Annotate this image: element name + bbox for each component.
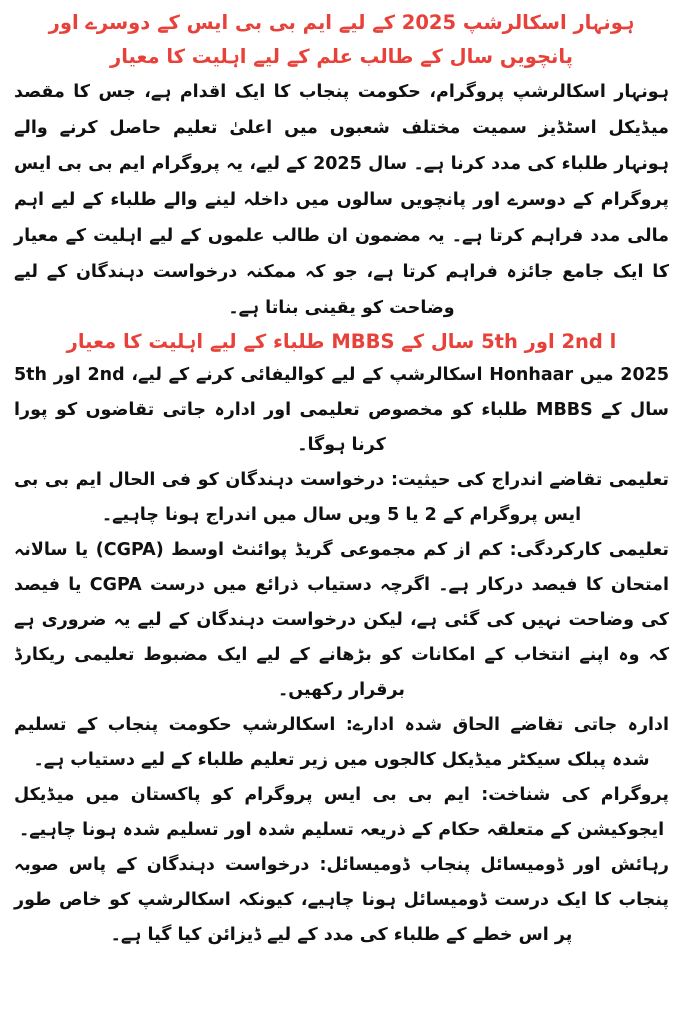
criterion-institution (14, 708, 669, 778)
criterion-label: ادارہ جاتی تقاضے الحاق شدہ ادارے: (345, 715, 669, 735)
criterion-domicile (14, 848, 669, 953)
intro-paragraph: ہونہار اسکالرشپ پروگرام، حکومت پنجاب کا ایک اقدام ہے، جس کا مقصد میڈیکل اسٹڈیز سمیت مختلف شعبوں میں اعلیٰ تعلیم حاصل کرنے والے ہونہار طلباء کی مدد کرنا ہے۔ سال 2025 کے لیے، یہ پروگرام ایم بی بی ایس پروگرام کے دوسرے اور پانچویں سالوں میں داخلہ لینے والے طلباء کے لیے اہم مالی مدد فراہم کرتا ہے۔ یہ مضمون ان طالب علموں کے لیے اہلیت کے معیار کا ایک جامع جائزہ فراہم کرتا ہے، جو کہ ممکنہ درخواست دہندگان کے لیے وضاحت کو یقینی بناتا ہے۔ (14, 82, 669, 318)
criterion-text: درخواست دہندگان کے پاس صوبہ پنجاب کا ایک درست ڈومیسائل ہونا چاہیے، کیونکہ اسکالرشپ کو خاص طور پر اس خطے کے طلباء کی مدد کے لیے ڈیزائن کیا گیا ہے۔ (14, 855, 669, 945)
criterion-academic-performance (14, 533, 669, 708)
lead-paragraph: 2025 میں Honhaar اسکالرشپ کے لیے کوالیفائی کرنے کے لیے، 2nd اور 5th سال کے MBBS طلباء کو مخصوص تعلیمی اور ادارہ جاتی تقاضوں کو پورا کرنا ہوگا۔ (14, 365, 670, 455)
criterion-text: کم از کم مجموعی گریڈ پوائنٹ اوسط (CGPA) یا سالانہ امتحان کا فیصد درکار ہے۔ اگرچہ دستیاب ذرائع میں درست CGPA یا فیصد کی وضاحت نہیں کی گئی ہے، لیکن درخواست دہندگان کے لیے یہ ضروری ہے کہ وہ اپنے انتخاب کے امکانات کو بڑھانے کے لیے ایک مضبوط تعلیمی ریکارڈ برقرار رکھیں۔ (14, 540, 669, 700)
criterion-label: پروگرام کی شناخت: (481, 785, 669, 805)
criterion-label: رہائش اور ڈومیسائل پنجاب ڈومیسائل: (319, 855, 669, 875)
criterion-text: ایم بی بی ایس پروگرام کو پاکستان میں میڈیکل ایجوکیشن کے متعلقہ حکام کے ذریعہ تسلیم شدہ اور تسلیم شدہ ہونا چاہیے۔ (14, 785, 665, 840)
criterion-label: تعلیمی کارکردگی: (509, 540, 670, 560)
criterion-program-recognition (14, 778, 669, 848)
criterion-enrollment (14, 463, 669, 533)
section-heading: ا 2nd اور 5th سال کے MBBS طلباء کے لیے اہلیت کا معیار (66, 330, 617, 353)
criterion-text: اسکالرشپ حکومت پنجاب کے تسلیم شدہ پبلک سیکٹر میڈیکل کالجوں میں زیر تعلیم طلباء کے لیے دستیاب ہے۔ (14, 715, 650, 770)
article-title: ہونہار اسکالرشپ 2025 کے لیے ایم بی بی ایس کے دوسرے اور پانچویں سال کے طالب علم کے لیے اہلیت کا معیار (48, 11, 635, 68)
criterion-label: تعلیمی تقاضے اندراج کی حیثیت: (390, 470, 669, 490)
criterion-text: درخواست دہندگان کو فی الحال ایم بی بی ایس پروگرام کے 2 یا 5 ویں سال میں اندراج ہونا چاہیے۔ (14, 470, 582, 525)
